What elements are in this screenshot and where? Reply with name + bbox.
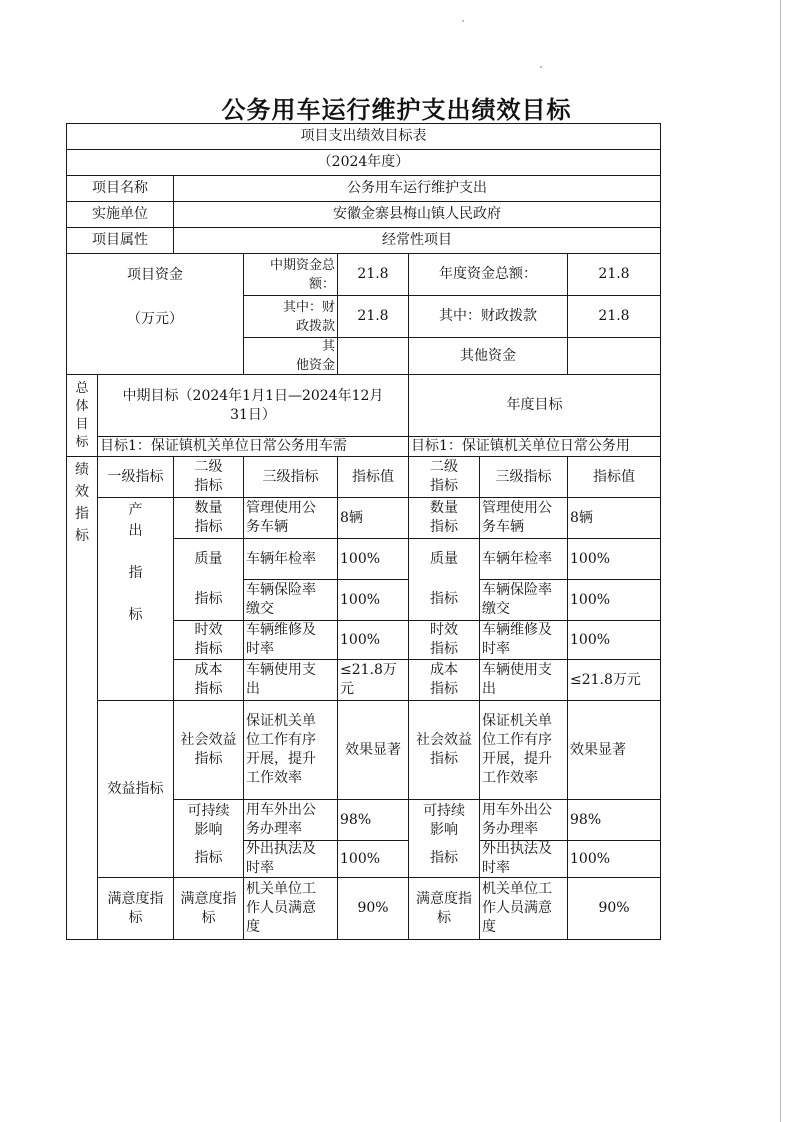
overall-goals-label: 总 体 目 标: [66, 374, 98, 457]
performance-indicators-label: 绩 效 指 标: [66, 456, 98, 940]
mid-r9-level3: 机关单位工 作人员满意 度: [243, 877, 338, 940]
mid-total-value: 21.8: [337, 253, 409, 296]
mid-r4-value: 100%: [337, 620, 409, 660]
satisfaction-indicator-mid: 满意度指 标: [173, 877, 244, 940]
year-r6-value: 效果显著: [567, 700, 661, 800]
year-goal-text: 目标1：保证镇机关单位日常公务用: [408, 436, 661, 457]
mid-r6-value: 效果显著: [337, 700, 409, 800]
sustainability-indicator-year-cont: 指标: [408, 840, 480, 878]
mid-goal-header: 中期目标（2024年1月1日—2024年12月 31日）: [97, 374, 409, 437]
scan-dust: [540, 66, 542, 68]
year-r8-value: 100%: [567, 840, 661, 878]
sustainability-indicator-mid: 可持续 影响: [173, 799, 244, 841]
project-name-value: 公务用车运行维护支出: [173, 175, 661, 202]
mid-goal-text: 目标1：保证镇机关单位日常公务用车需: [97, 436, 409, 457]
year-total-value: 21.8: [567, 253, 661, 296]
mid-r5-value: ≤21.8万 元: [337, 659, 409, 701]
mid-total-label: 中期资金总 额：: [243, 253, 338, 296]
year-r7-value: 98%: [567, 799, 661, 841]
mid-r7-level3: 用车外出公 务办理率: [243, 799, 338, 841]
mid-r2-level3: 车辆年检率: [243, 538, 338, 580]
header-level1: 一级指标: [97, 456, 174, 498]
mid-r4-level3: 车辆维修及 时率: [243, 620, 338, 660]
mid-r3-level3: 车辆保险率 缴交: [243, 579, 338, 621]
year-r1-value: 8辆: [567, 497, 661, 539]
year-r7-level3: 用车外出公 务办理率: [479, 799, 568, 841]
mid-r6-level3: 保证机关单 位工作有序 开展，提升 工作效率: [243, 700, 338, 800]
social-benefit-indicator-year: 社会效益 指标: [408, 700, 480, 800]
mid-r1-value: 8辆: [337, 497, 409, 539]
project-funds-label: 项目资金 （万元）: [66, 253, 244, 375]
mid-r8-level3: 外出执法及 时率: [243, 840, 338, 878]
project-attribute-value: 经常性项目: [173, 227, 661, 254]
sustainability-indicator-year: 可持续 影响: [408, 799, 480, 841]
mid-r8-value: 100%: [337, 840, 409, 878]
year-r2-value: 100%: [567, 538, 661, 580]
year-r2-level3: 车辆年检率: [479, 538, 568, 580]
year-r5-level3: 车辆使用支 出: [479, 659, 568, 701]
mid-fiscal-label: 其中：财 政拨款: [243, 295, 338, 338]
cost-indicator-year: 成本 指标: [408, 659, 480, 701]
header-value-year: 指标值: [567, 456, 661, 498]
mid-other-label: 其 他资金: [243, 337, 338, 375]
timeliness-indicator-year: 时效 指标: [408, 620, 480, 660]
year-r6-level3: 保证机关单 位工作有序 开展，提升 工作效率: [479, 700, 568, 800]
year-r3-level3: 车辆保险率 缴交: [479, 579, 568, 621]
output-indicator-label: 产 出 指 标: [97, 497, 174, 701]
header-level2-year: 二级 指标: [408, 456, 480, 498]
benefit-indicator-label: 效益指标: [97, 700, 174, 878]
timeliness-indicator-mid: 时效 指标: [173, 620, 244, 660]
project-name-label: 项目名称: [66, 175, 174, 202]
year-r3-value: 100%: [567, 579, 661, 621]
satisfaction-indicator-label: 满意度指 标: [97, 877, 174, 940]
cost-indicator-mid: 成本 指标: [173, 659, 244, 701]
quantity-indicator-year: 数量 指标: [408, 497, 480, 539]
quality-indicator-year-cont: 指标: [408, 579, 480, 621]
table-title: 项目支出绩效目标表: [66, 123, 661, 150]
project-attribute-label: 项目属性: [66, 227, 174, 254]
year-fiscal-label: 其中：财政拨款: [408, 295, 568, 338]
quantity-indicator-mid: 数量 指标: [173, 497, 244, 539]
mid-r5-level3: 车辆使用支 出: [243, 659, 338, 701]
mid-r9-value: 90%: [337, 877, 409, 940]
year-r9-level3: 机关单位工 作人员满意 度: [479, 877, 568, 940]
year-r4-level3: 车辆维修及 时率: [479, 620, 568, 660]
year-total-label: 年度资金总额：: [408, 253, 568, 296]
year-r4-value: 100%: [567, 620, 661, 660]
implementing-unit-value: 安徽金寨县梅山镇人民政府: [173, 201, 661, 228]
mid-other-value: [337, 337, 409, 375]
implementing-unit-label: 实施单位: [66, 201, 174, 228]
year-fiscal-value: 21.8: [567, 295, 661, 338]
header-level2-mid: 二级 指标: [173, 456, 244, 498]
year-r1-level3: 管理使用公 务车辆: [479, 497, 568, 539]
mid-r3-value: 100%: [337, 579, 409, 621]
year-goal-header: 年度目标: [408, 374, 661, 437]
quality-indicator-mid-cont: 指标: [173, 579, 244, 621]
year-r8-level3: 外出执法及 时率: [479, 840, 568, 878]
header-value-mid: 指标值: [337, 456, 409, 498]
table-year: （2024年度）: [66, 149, 661, 176]
mid-fiscal-value: 21.8: [337, 295, 409, 338]
document-title: 公务用车运行维护支出绩效目标: [221, 96, 572, 124]
mid-r7-value: 98%: [337, 799, 409, 841]
scan-edge-line: [780, 0, 781, 1122]
quality-indicator-mid: 质量: [173, 538, 244, 580]
satisfaction-indicator-year: 满意度指 标: [408, 877, 480, 940]
year-other-value: [567, 337, 661, 375]
year-other-label: 其他资金: [408, 337, 568, 375]
sustainability-indicator-mid-cont: 指标: [173, 840, 244, 878]
mid-r2-value: 100%: [337, 538, 409, 580]
scan-dust: [462, 20, 464, 22]
header-level3-mid: 三级指标: [243, 456, 338, 498]
social-benefit-indicator-mid: 社会效益 指标: [173, 700, 244, 800]
header-level3-year: 三级指标: [479, 456, 568, 498]
mid-r1-level3: 管理使用公 务车辆: [243, 497, 338, 539]
year-r9-value: 90%: [567, 877, 661, 940]
year-r5-value: ≤21.8万元: [567, 659, 661, 701]
quality-indicator-year: 质量: [408, 538, 480, 580]
